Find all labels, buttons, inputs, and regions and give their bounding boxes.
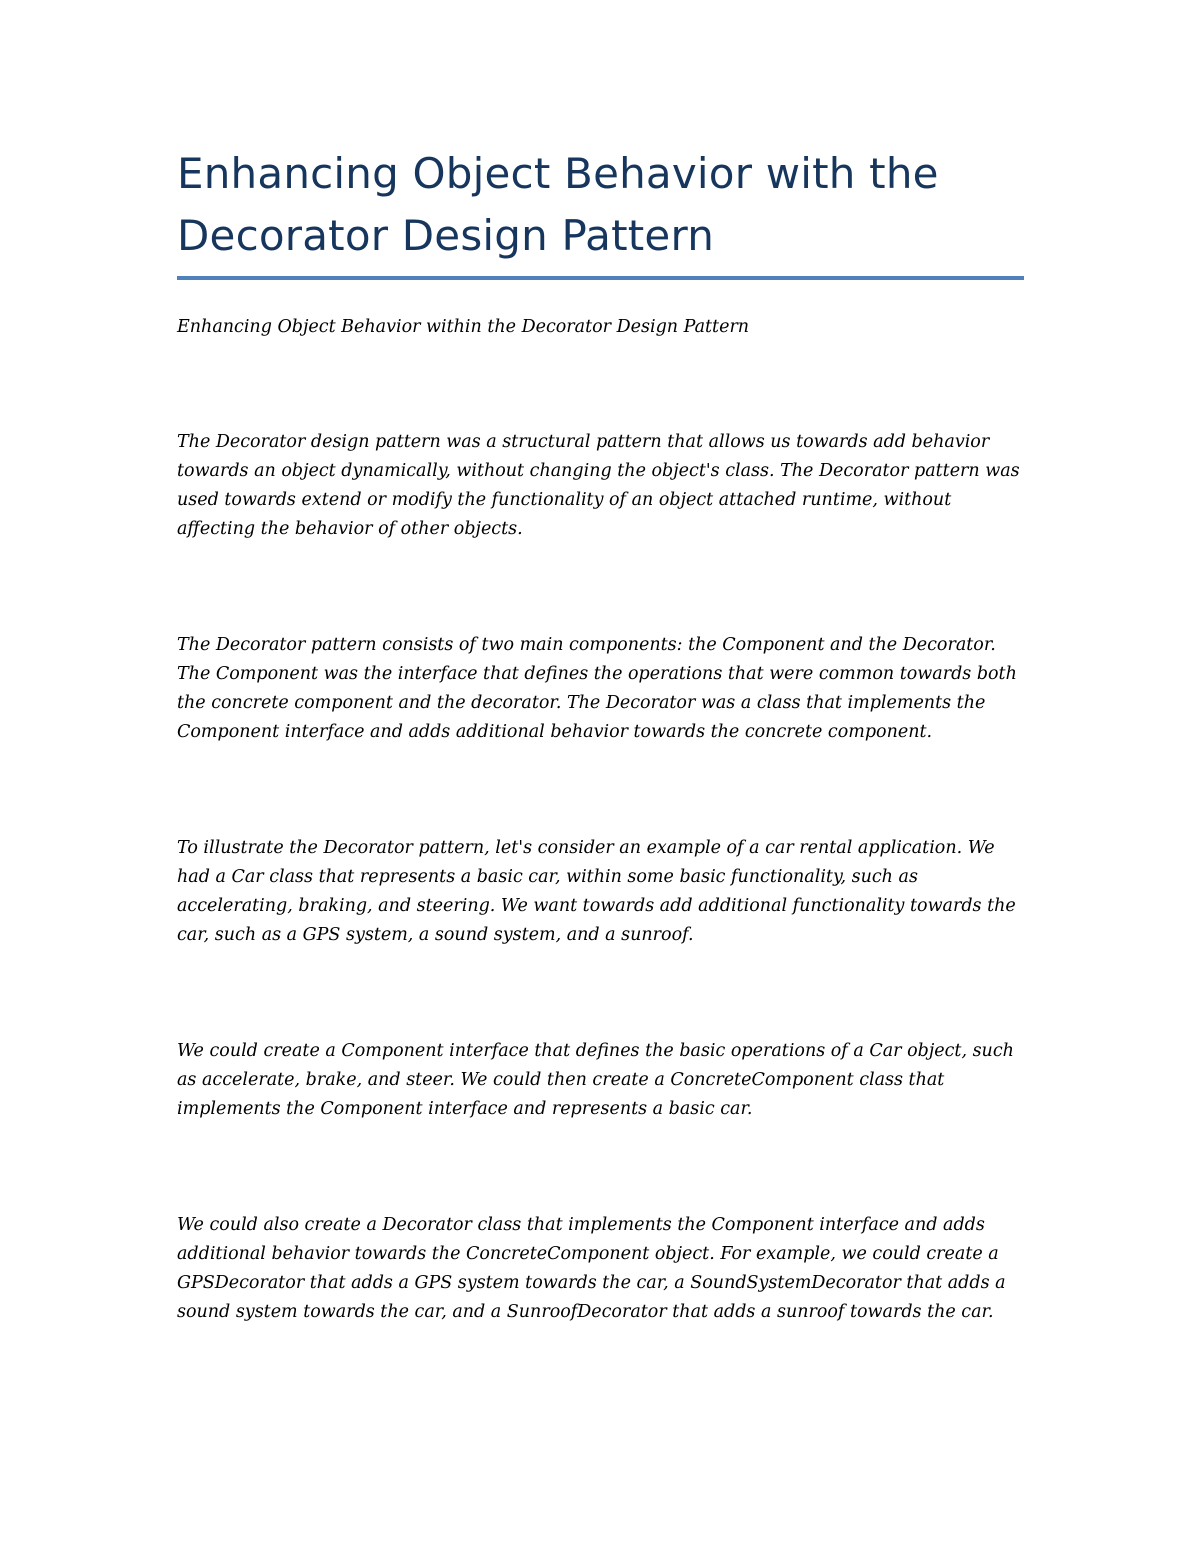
document-subtitle: Enhancing Object Behavior within the Decorator Design Pattern xyxy=(177,317,750,337)
paragraph-2: The Decorator pattern consists of two main components: the Component and the Decorator. The Component was the interface that defines the operations that were common towards both the concrete component and the decorator. The Decorator was a class that implements the Component interface and adds additional behavior towards the concrete component. xyxy=(177,635,1017,742)
document-title: Enhancing Object Behavior with the Decorator Design Pattern xyxy=(177,149,939,260)
paragraph-5: We could also create a Decorator class that implements the Component interface and adds additional behavior towards the ConcreteComponent object. For example, we could create a GPSDecorator that adds a GPS system towards the car, a SoundSystemDecorator that adds a sound system towards the car, and a SunroofDecorator that adds a sunroof towards the car. xyxy=(177,1215,1006,1322)
paragraph-4: We could create a Component interface that defines the basic operations of a Car object, such as accelerate, brake, and steer. We could then create a ConcreteComponent class that implements the Component interface and represents a basic car. xyxy=(177,1041,1014,1119)
paragraph-1: The Decorator design pattern was a structural pattern that allows us towards add behavior towards an object dynamically, without changing the object's class. The Decorator pattern was used towards extend or modify the functionality of an object attached runtime, without affecting the behavior of other objects. xyxy=(177,432,1020,539)
paragraph-3: To illustrate the Decorator pattern, let's consider an example of a car rental application. We had a Car class that represents a basic car, within some basic functionality, such as accelerating, braking, and steering. We want towards add additional functionality towards the car, such as a GPS system, a sound system, and a sunroof. xyxy=(177,838,1016,945)
title-underline-rule xyxy=(177,276,1024,280)
document-content xyxy=(177,143,1025,1327)
